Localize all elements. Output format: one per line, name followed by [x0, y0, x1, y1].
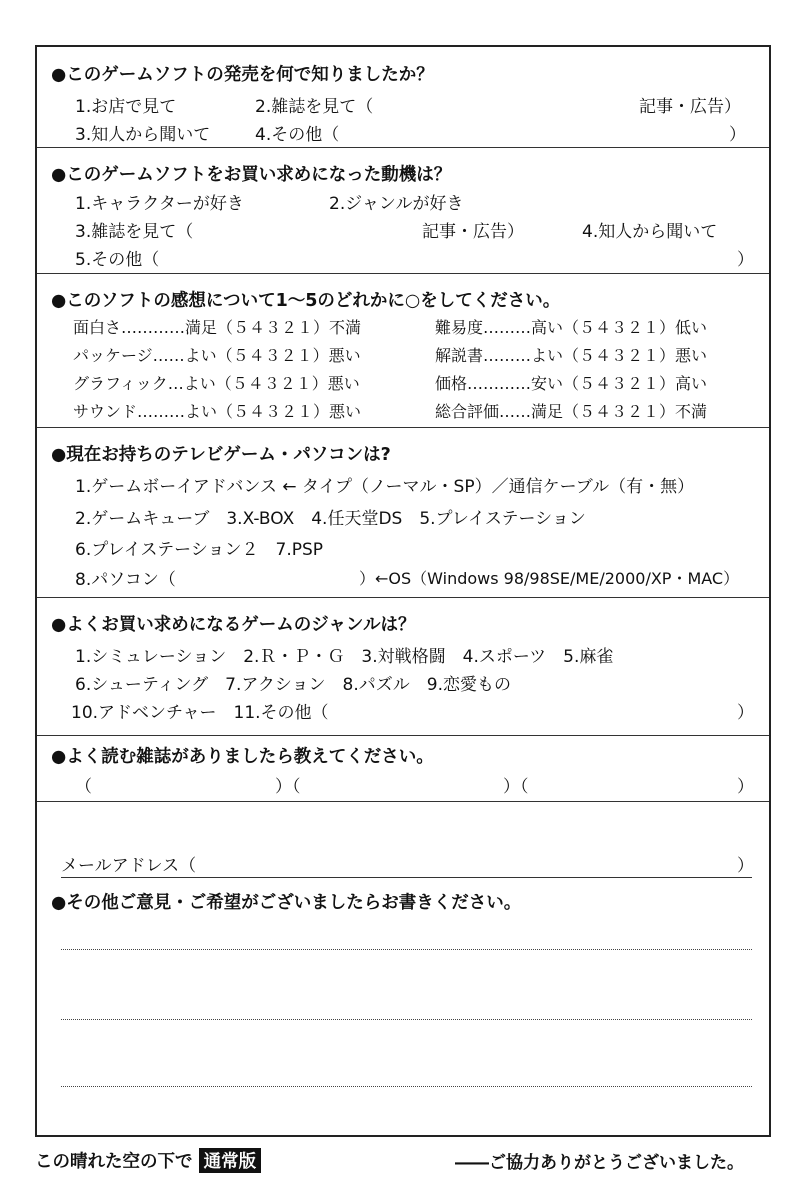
footer-title-group — [35, 1148, 261, 1173]
option-character[interactable]: 1.キャラクターが好き — [75, 194, 244, 214]
magazine-paren-3[interactable]: ）（ — [503, 777, 529, 797]
pc-os-list: ）←OS（Windows 98/98SE/ME/2000/XP・MAC） — [359, 569, 740, 588]
option-acquaintance[interactable]: 3.知人から聞いて — [75, 125, 211, 145]
survey-form — [35, 45, 771, 1137]
option-pc[interactable]: 8.パソコン（ — [75, 570, 176, 590]
magazine-paren-1[interactable]: （ — [75, 777, 92, 797]
footer-thanks: ――ご協力ありがとうございました。 — [455, 1153, 744, 1173]
rating-package[interactable]: パッケージ……よい（５４３２１）悪い — [73, 346, 361, 365]
question-magazines: ●よく読む雑誌がありましたら教えてください。 — [51, 747, 434, 767]
option-consoles[interactable]: 2.ゲームキューブ 3.X-BOX 4.任天堂DS 5.プレイステーション — [75, 509, 586, 529]
rating-graphics[interactable]: グラフィック…よい（５４３２１）悪い — [73, 374, 360, 393]
option-magazine[interactable]: 3.雑誌を見て（ — [75, 222, 194, 242]
game-title: この晴れた空の下で — [35, 1152, 193, 1172]
section-motivation — [37, 147, 769, 274]
genre-other-end: ） — [737, 703, 754, 723]
option-gba[interactable]: 1.ゲームボーイアドバンス ← タイプ（ノーマル・SP）／通信ケーブル（有・無） — [75, 477, 695, 497]
rating-sound[interactable]: サウンド………よい（５４３２１）悪い — [73, 402, 362, 421]
rating-price[interactable]: 価格…………安い（５４３２１）高い — [435, 374, 708, 393]
option-other[interactable]: 4.その他（ — [255, 125, 340, 145]
comment-line-1[interactable] — [61, 949, 752, 950]
rating-manual[interactable]: 解説書………よい（５４３２１）悪い — [435, 346, 708, 365]
option-genre[interactable]: 2.ジャンルが好き — [329, 194, 464, 214]
question-genre: ●よくお買い求めになるゲームのジャンルは？ — [51, 615, 416, 635]
section-magazines — [37, 735, 769, 802]
question-impressions: ●このソフトの感想について1〜5のどれかに○をしてください。 — [51, 291, 561, 311]
section-impressions — [37, 273, 769, 428]
rating-overall[interactable]: 総合評価……満足（５４３２１）不満 — [435, 402, 708, 421]
option-magazine-end: 記事・広告） — [422, 222, 524, 242]
question-comments: ●その他ご意見・ご希望がございましたらお書きください。 — [51, 893, 522, 913]
email-label: メールアドレス（ — [61, 856, 197, 876]
section-hardware — [37, 427, 769, 598]
edition-badge: 通常版 — [199, 1148, 262, 1173]
genre-row-3[interactable]: 10.アドベンチャー 11.その他（ — [71, 703, 329, 723]
section-how-known — [37, 47, 769, 148]
email-end: ） — [737, 856, 754, 876]
question-motivation: ●このゲームソフトをお買い求めになった動機は？ — [51, 165, 452, 185]
option-acquaintance[interactable]: 4.知人から聞いて — [582, 222, 718, 242]
option-store[interactable]: 1.お店で見て — [75, 97, 177, 117]
question-how-known: ●このゲームソフトの発売を何で知りましたか？ — [51, 65, 434, 85]
option-magazine-end: 記事・広告） — [639, 97, 741, 117]
option-ps2-psp[interactable]: 6.プレイステーション２ 7.PSP — [75, 540, 324, 560]
option-other[interactable]: 5.その他（ — [75, 250, 160, 270]
section-comments — [37, 801, 769, 1135]
rating-difficulty[interactable]: 難易度………高い（５４３２１）低い — [435, 318, 708, 337]
option-other-end: ） — [729, 125, 746, 145]
magazine-paren-4: ） — [737, 777, 754, 797]
question-hardware: ●現在お持ちのテレビゲーム・パソコンは? — [51, 445, 391, 465]
email-field[interactable] — [61, 877, 752, 878]
section-genre — [37, 597, 769, 736]
magazine-paren-2[interactable]: ）（ — [275, 777, 301, 797]
comment-line-2[interactable] — [61, 1019, 752, 1020]
comment-line-3[interactable] — [61, 1086, 752, 1087]
option-magazine[interactable]: 2.雑誌を見て（ — [255, 97, 374, 117]
option-other-end: ） — [737, 250, 754, 270]
genre-row-2[interactable]: 6.シューティング 7.アクション 8.パズル 9.恋愛もの — [75, 675, 511, 695]
rating-fun[interactable]: 面白さ…………満足（５４３２１）不満 — [73, 318, 362, 337]
genre-row-1[interactable]: 1.シミュレーション 2.Ｒ・Ｐ・Ｇ 3.対戦格闘 4.スポーツ 5.麻雀 — [75, 647, 614, 667]
